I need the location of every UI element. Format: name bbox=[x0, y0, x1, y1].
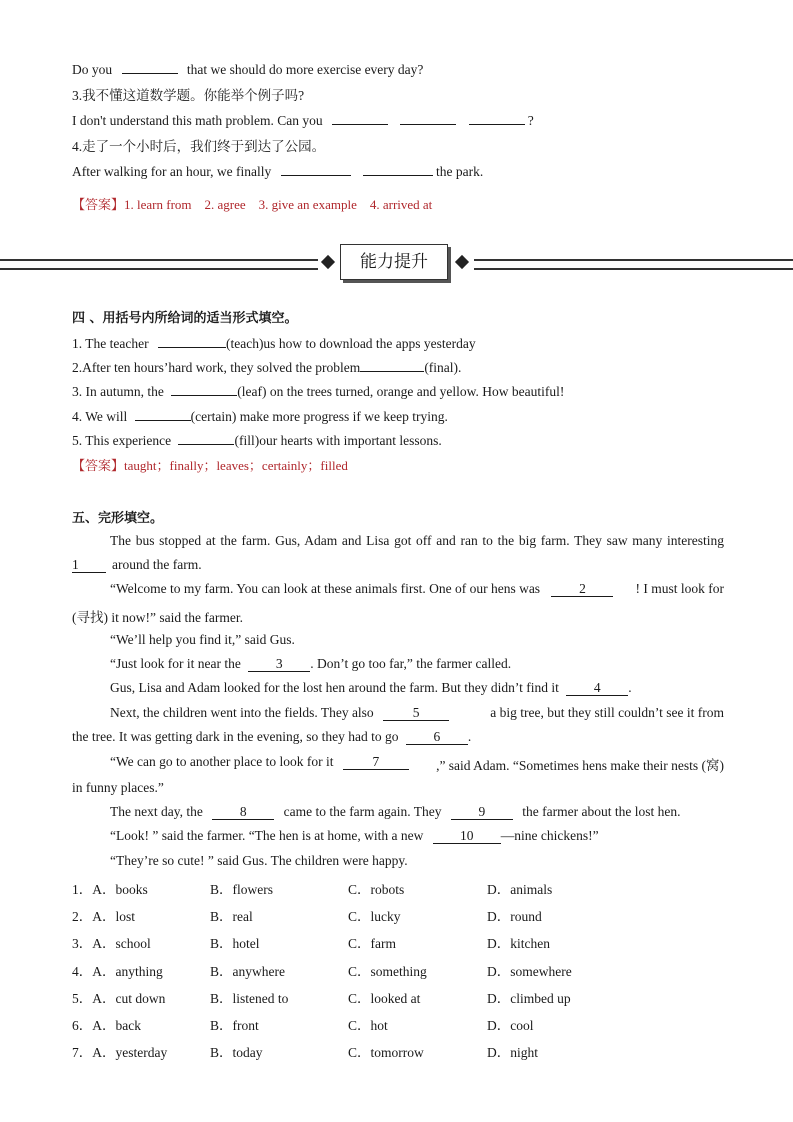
diamond-icon bbox=[455, 255, 469, 269]
passage-line bbox=[110, 754, 724, 773]
answer-blank[interactable] bbox=[135, 406, 191, 421]
s4-item-text: 3. In autumn, the bbox=[72, 384, 164, 399]
banner-title: 能力提升 bbox=[340, 244, 448, 280]
s4-item-text: (final). bbox=[424, 360, 462, 375]
option-4-d[interactable]: D．somewhere bbox=[487, 963, 572, 979]
s4-item-text: (teach)us how to download the apps yesterday bbox=[225, 336, 476, 351]
s4-item-1 bbox=[72, 333, 476, 352]
s4-item-text: (certain) make more progress if we keep trying. bbox=[190, 409, 448, 424]
q3-chinese-line: 3.我不懂这道数学题。你能举个例子吗? bbox=[72, 88, 305, 103]
answer-text: 1. learn from 2. agree 3. give an example 4. arrived at bbox=[124, 197, 433, 212]
blank-number: 5 bbox=[412, 705, 420, 720]
option-2-b[interactable]: B．real bbox=[210, 909, 253, 925]
s4-item-text: 5. This experience bbox=[72, 433, 172, 448]
q2-text-b: that we should do more exercise every day? bbox=[186, 62, 424, 77]
answer-blank[interactable] bbox=[158, 333, 226, 348]
q2-text-a: Do you bbox=[72, 62, 113, 77]
blank-number: 6 bbox=[433, 729, 441, 744]
passage-line: The bus stopped at the farm. Gus, Adam and Lisa got off and ran to the big farm. They saw many interesting bbox=[110, 533, 724, 548]
blank-number: 10 bbox=[460, 828, 474, 843]
passage-text: ! I must look for bbox=[635, 581, 724, 596]
answer-blank[interactable] bbox=[178, 430, 234, 445]
answer-blank[interactable] bbox=[332, 110, 388, 125]
passage-line bbox=[110, 828, 599, 844]
answer-text: taught；finally；leaves；certainly；filled bbox=[124, 458, 348, 473]
blank-number: 1 bbox=[72, 557, 79, 572]
passage-line bbox=[110, 705, 724, 721]
option-5-d[interactable]: D．climbed up bbox=[487, 990, 571, 1006]
cloze-blank-9[interactable] bbox=[451, 805, 513, 820]
q2-english-line bbox=[72, 59, 423, 78]
passage-line bbox=[110, 656, 511, 672]
passage-text: . Don’t go too far,” the farmer called. bbox=[310, 656, 512, 671]
option-3-d[interactable]: D．kitchen bbox=[487, 936, 550, 952]
cloze-blank-6[interactable] bbox=[406, 730, 468, 745]
q3-text-a: I don't understand this math problem. Can you bbox=[72, 113, 323, 128]
option-3-b[interactable]: B．hotel bbox=[210, 936, 260, 952]
option-4-c[interactable]: C．something bbox=[348, 963, 427, 979]
passage-text: “Look! ” said the farmer. “The hen is at home, with a new bbox=[110, 828, 424, 843]
option-1-d[interactable]: D．animals bbox=[487, 882, 553, 897]
cloze-blank-4[interactable] bbox=[566, 681, 628, 696]
answer-blank[interactable] bbox=[281, 161, 351, 176]
cloze-blank-7[interactable] bbox=[343, 755, 409, 770]
option-6-c[interactable]: C．hot bbox=[348, 1018, 388, 1033]
passage-text: “Just look for it near the bbox=[110, 656, 241, 671]
option-1-b[interactable]: B．flowers bbox=[210, 882, 273, 897]
passage-text: “We can go to another place to look for it bbox=[110, 754, 334, 769]
answer-blank[interactable] bbox=[469, 110, 525, 125]
cloze-blank-5[interactable] bbox=[383, 706, 449, 721]
banner-rule-right bbox=[474, 259, 793, 270]
passage-line bbox=[110, 680, 632, 696]
passage-text: Gus, Lisa and Adam looked for the lost hen around the farm. But they didn’t find it bbox=[110, 680, 559, 695]
s4-item-5 bbox=[72, 430, 442, 449]
option-4-b[interactable]: B．anywhere bbox=[210, 963, 285, 979]
section4-heading: 四 、用括号内所给词的适当形式填空。 bbox=[72, 311, 298, 326]
option-6-d[interactable]: D．cool bbox=[487, 1018, 534, 1033]
s4-item-text: (leaf) on the trees turned, orange and yellow. How beautiful! bbox=[237, 384, 565, 399]
answer-tag: 【答案】 bbox=[72, 197, 125, 212]
q3-text-b: ? bbox=[527, 113, 534, 128]
option-3-a[interactable]: 3．A．school bbox=[72, 936, 151, 952]
answer-line-2 bbox=[72, 455, 348, 474]
option-5-a[interactable]: 5．A．cut down bbox=[72, 990, 166, 1006]
q4-english-line bbox=[72, 161, 483, 180]
option-1-a[interactable]: 1．A．books bbox=[72, 882, 148, 897]
section-banner bbox=[0, 243, 793, 283]
option-7-c[interactable]: C．tomorrow bbox=[348, 1045, 424, 1061]
blank-number: 3 bbox=[275, 656, 283, 671]
cloze-blank-3[interactable] bbox=[248, 657, 310, 672]
passage-text: a big tree, but they still couldn’t see it from bbox=[490, 705, 724, 720]
q4-text-b: the park. bbox=[436, 164, 484, 179]
q4-text-a: After walking for an hour, we finally bbox=[72, 164, 272, 179]
passage-text: —nine chickens!” bbox=[500, 828, 599, 843]
diamond-icon bbox=[321, 255, 335, 269]
passage-line bbox=[110, 581, 724, 597]
passage-text: around the farm. bbox=[112, 557, 202, 572]
passage-line: “They’re so cute! ” said Gus. The children were happy. bbox=[110, 853, 408, 868]
blank-number: 4 bbox=[593, 680, 601, 695]
option-3-c[interactable]: C．farm bbox=[348, 936, 396, 952]
passage-text: . bbox=[628, 680, 632, 695]
option-2-d[interactable]: D．round bbox=[487, 909, 542, 925]
option-2-c[interactable]: C．lucky bbox=[348, 909, 401, 925]
answer-blank[interactable] bbox=[122, 59, 178, 74]
passage-text: . bbox=[467, 729, 472, 744]
s4-item-3 bbox=[72, 381, 564, 400]
s4-item-2 bbox=[72, 357, 461, 376]
passage-text: ,” said Adam. “Sometimes hens make their nests (窝) bbox=[436, 758, 724, 773]
passage-text: Next, the children went into the fields. They also bbox=[110, 705, 374, 720]
blank-number: 2 bbox=[579, 581, 586, 596]
option-7-a[interactable]: 7．A．yesterday bbox=[72, 1045, 168, 1061]
passage-text: the tree. It was getting dark in the evening, so they had to go bbox=[72, 729, 399, 744]
answer-line-1 bbox=[72, 194, 432, 213]
passage-line: “We’ll help you find it,” said Gus. bbox=[110, 632, 295, 647]
q4-chinese-line: 4.走了一个小时后，我们终于到达了公园。 bbox=[72, 139, 326, 154]
q3-english-line bbox=[72, 110, 534, 129]
passage-text: The next day, the bbox=[110, 804, 203, 819]
s4-item-text: 2.After ten hours’hard work, they solved the problem bbox=[72, 360, 361, 375]
cloze-blank-8[interactable] bbox=[212, 805, 274, 820]
passage-line bbox=[110, 804, 680, 820]
s4-item-text: 1. The teacher bbox=[72, 336, 149, 351]
blank-number: 9 bbox=[478, 804, 486, 819]
option-1-c[interactable]: C．robots bbox=[348, 882, 405, 897]
blank-number: 8 bbox=[239, 804, 247, 819]
passage-line: in funny places.” bbox=[72, 780, 164, 795]
passage-text: the farmer about the lost hen. bbox=[522, 804, 681, 819]
passage-line bbox=[72, 729, 471, 745]
answer-blank[interactable] bbox=[363, 161, 433, 176]
passage-text: “Welcome to my farm. You can look at these animals first. One of our hens was bbox=[110, 581, 541, 596]
s4-item-4 bbox=[72, 406, 448, 425]
blank-number: 7 bbox=[372, 754, 380, 769]
cloze-blank-1[interactable] bbox=[72, 558, 106, 573]
option-5-b[interactable]: B．listened to bbox=[210, 990, 289, 1006]
option-7-d[interactable]: D．night bbox=[487, 1045, 539, 1061]
answer-blank[interactable] bbox=[400, 110, 456, 125]
option-5-c[interactable]: C．looked at bbox=[348, 990, 421, 1006]
option-2-a[interactable]: 2．A．lost bbox=[72, 909, 136, 925]
passage-line: (寻找) it now!” said the farmer. bbox=[72, 610, 243, 625]
s4-item-text: 4. We will bbox=[72, 409, 128, 424]
passage-line bbox=[72, 557, 202, 573]
option-7-b[interactable]: B．today bbox=[210, 1045, 263, 1061]
banner-rule-left bbox=[0, 259, 318, 270]
option-6-b[interactable]: B．front bbox=[210, 1018, 259, 1033]
option-4-a[interactable]: 4．A．anything bbox=[72, 963, 163, 979]
cloze-blank-2[interactable] bbox=[551, 582, 613, 597]
answer-blank[interactable] bbox=[171, 381, 237, 396]
answer-blank[interactable] bbox=[360, 357, 424, 372]
cloze-blank-10[interactable] bbox=[433, 829, 501, 844]
s4-item-text: (fill)our hearts with important lessons. bbox=[234, 433, 442, 448]
passage-text: came to the farm again. They bbox=[283, 804, 442, 819]
answer-tag: 【答案】 bbox=[72, 458, 125, 473]
option-6-a[interactable]: 6．A．back bbox=[72, 1018, 141, 1033]
section5-heading: 五、完形填空。 bbox=[72, 511, 164, 526]
